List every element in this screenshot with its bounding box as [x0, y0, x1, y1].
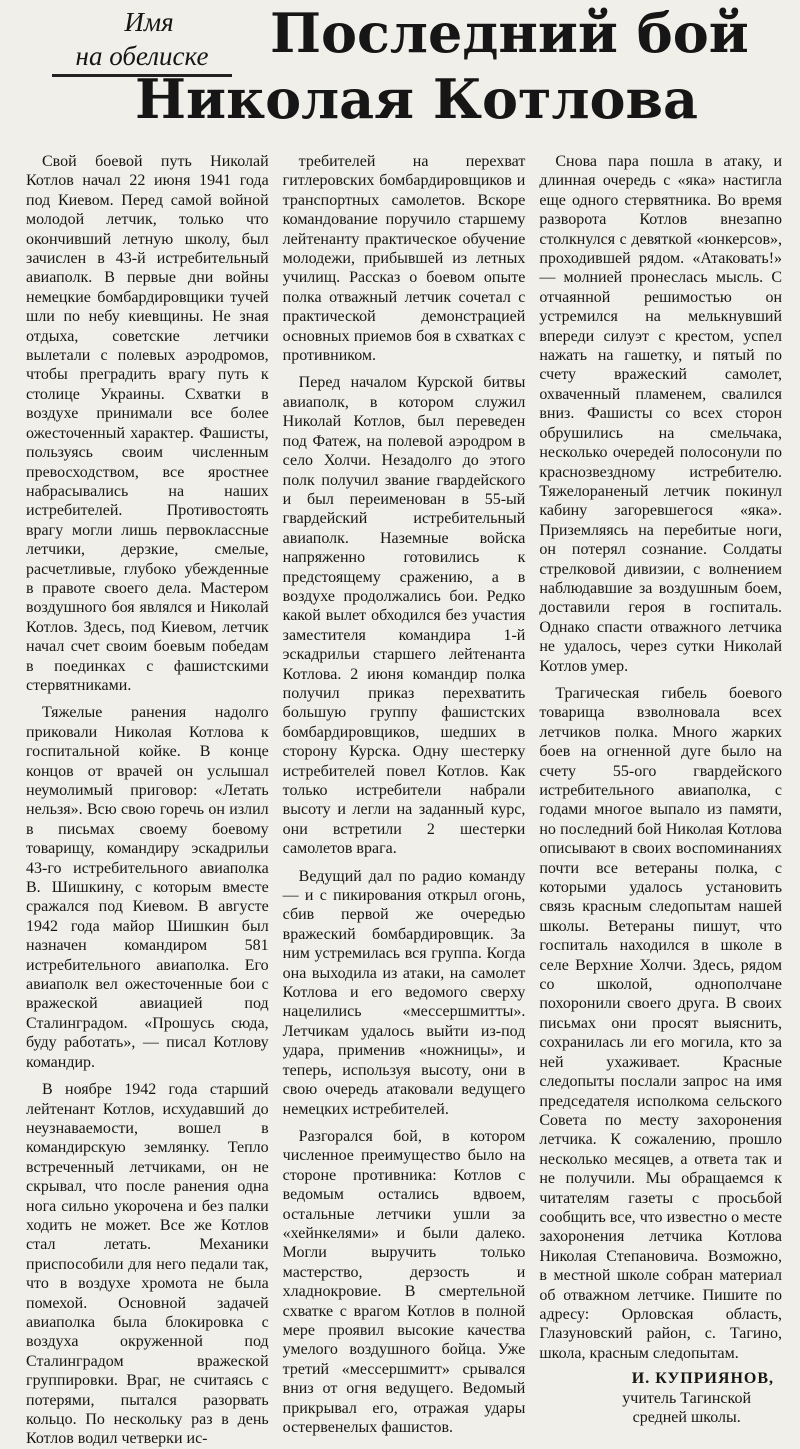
paragraph: Свой боевой путь Николай Котлов начал 22 июня 1941 года под Киевом. Перед самой войной молодой летчик, только что окончивший летную школу, был зачислен в 43-й истребительный авиаполк. В первые дни войны немецкие бомбардировщики тучей шли по небу киевщины. Не зная отдыха, советские летчики вылетали с полевых аэродромов, чтобы преградить врагу путь к столице Украины. Схватки в воздухе принимали все более ожесточенный характер. Фашисты, пользуясь своим численным превосходством, все яростнее набрасывались на наших истребителей. Противостоять врагу могли лишь первоклассные летчики, дерзкие, смелые, расчетливые, глубоко убежденные в правоте своего дела. Мастером воздушного боя являлся и Николай Котлов. Здесь, под Киевом, летчик начал счет своим боевым победам в поединках с фашистскими стервятниками. [26, 153, 269, 694]
headline-line-1: Последний бой [270, 1, 749, 65]
article-headline [120, 0, 800, 132]
rubric-line-2: на обелиске [52, 40, 232, 77]
headline-line-2: Николая Котлова [135, 67, 699, 131]
paragraph: Трагическая гибель боевого товарища взволновала всех летчиков полка. Много жарких боев на огненной дуге было на счету 55-ого гвардейского истребительного авиаполка, с годами многое выпало из памяти, но последний бой Николая Котлова описывают в своих воспоминаниях почти все ветераны полка, с которыми удалось установить связь красным следопытам нашей школы. Ветераны пишут, что госпиталь находился в школе в селе Верхние Холчи. Здесь, рядом со школой, однополчане похоронили своего друга. В своих письмах они просят выяснить, сохранилась ли его могила, кто за ней ухаживает. Красные следопыты послали запрос на имя председателя исполкома сельского Совета по месту захоронения летчика. К сожалению, прошло несколько месяцев, а ответа так и не получили. Мы обращаемся к читателям газеты с просьбой сообщить все, что известно о месте захоронения летчика Котлова Николая Степановича. Возможно, в местной школе собран материал об отважном летчике. Пишите по адресу: Орловская область, Глазуновский район, с. Тагино, школа, красным следопытам. [539, 684, 783, 1362]
signature-role-line-1: учитель Тагинской [622, 1389, 752, 1407]
paragraph: требителей на перехват гитлеровских бомбардировщиков и транспортных самолетов. Вскоре командование поручило старшему лейтенанту практическое обучение молодежи, прибывшей из летных училищ. Рассказ о боевом опыте полка отважный летчик сочетал с практической демонстрацией основных приемов боя в схватках с противником. [282, 153, 526, 365]
paragraph: Ведущий дал по радио команду — и с пикирования открыл огонь, сбив первой же очередью вражеский бомбардировщик. За ним устремилась вся группа. Когда она выходила из атаки, на самолет Котлова и его ведомого сверху нацелились «мессершмитты». Летчикам удалось выйти из-под удара, применив «ножницы», и теперь, используя высоту, они в свою очередь атаковали ведущего немецких истребителей. [282, 867, 526, 1118]
signature [539, 1369, 782, 1427]
text-column-3 [539, 152, 783, 1426]
paragraph: Снова пара пошла в атаку, и длинная очередь с «яка» настигла еще одного стервятника. Во время разворота Котлов внезапно столкнулся с девяткой «юнкерсов», проходившей рядом. «Атаковать!» — молнией пронеслась мысль. С отчаянной решимостью он устремился на мелькнувший впереди силуэт с крестом, успел нажать на гашетку, и пятый по счету вражеский самолет, охваченный пламенем, свалился вниз. Фашисты со всех сторон обрушились на смельчака, несколько очередей полосонули по краснозвездному истребителю. Тяжелораненый летчик покинул кабину загоревшегося «яка». Приземляясь на перебитые ноги, он потерял сознание. Солдаты стрелковой дивизии, с волнением наблюдавшие за воздушным боем, доставили героя в госпиталь. Однако спасти отважного летчика не удалось, через сутки Николай Котлов умер. [539, 153, 783, 675]
text-column-1 [26, 152, 269, 1448]
text-column-2 [282, 152, 526, 1436]
paragraph: В ноябре 1942 года старший лейтенант Котлов, исхудавший до неузнаваемости, вошел в командирскую землянку. Тепло встреченный летчиками, он не скрывал, что после ранения одна нога сильно укорочена и без палки ходить не может. Все же Котлов стал летать. Механики приспособили для него педали так, что в воздухе хромота не была помехой. Основной задачей авиаполка была блокировка с воздуха окруженной под Сталинградом вражеской группировки. Враг, не считаясь с потерями, пытался разорвать кольцо. По нескольку раз в день Котлов водил четверки ис- [26, 1081, 269, 1448]
paragraph: Перед началом Курской битвы авиаполк, в котором служил Николай Котлов, был переведен под Фатеж, на полевой аэродром в село Холчи. Незадолго до этого полк получил звание гвардейского и был переименован в 55-ый гвардейский истребительный авиаполк. Наземные войска напряженно готовились к предстоящему сражению, а в воздухе продолжались бои. Редко какой вылет обходился без участия заместителя командира 1-й эскадрильи старшего лейтенанта Котлова. 2 июня командир полка получил приказ перехватить большую группу фашистских бомбардировщиков, шедших в сторону Курска. Одну шестерку истребителей повел Котлов. Как только истребители набрали высоту и легли на заданный курс, они встретили 2 шестерки самолетов врага. [282, 374, 526, 858]
paragraph: Разгорался бой, в котором численное преимущество было на стороне противника: Котлов с ведомым остались вдвоем, остальные летчики ушли за «хейнкелями» и были далеко. Могли выручить только мастерство, дерзость и хладнокровие. В смертельной схватке с врагом Котлов в полной мере проявил высокие качества умелого воздушного бойца. Уже третий «мессершмитт» срывался вниз от огня ведущего. Ведомый прикрывал его, отражая удары остервенелых фашистов. [282, 1127, 526, 1436]
article-body [26, 152, 783, 1448]
signature-role-line-2: средней школы. [632, 1409, 741, 1426]
signature-author: И. КУПРИЯНОВ, [631, 1370, 775, 1388]
rubric-line-1: Имя [124, 7, 174, 37]
paragraph: Тяжелые ранения надолго приковали Николая Котлова к госпитальной койке. В конце концов от врачей он услышал неумолимый приговор: «Летать нельзя». Всю свою горечь он излил в письмах своему боевому товарищу, командиру эскадрильи 43-го истребительного авиаполка В. Шишкину, с которым вместе сражался под Киевом. В августе 1942 года майор Шишкин был назначен командиром 581 истребительного авиаполка. Его авиаполк вел ожесточенные бои с вражеской авиацией под Сталинградом. «Прошусь сюда, буду работать», — писал Котлову командир. [26, 704, 269, 1071]
